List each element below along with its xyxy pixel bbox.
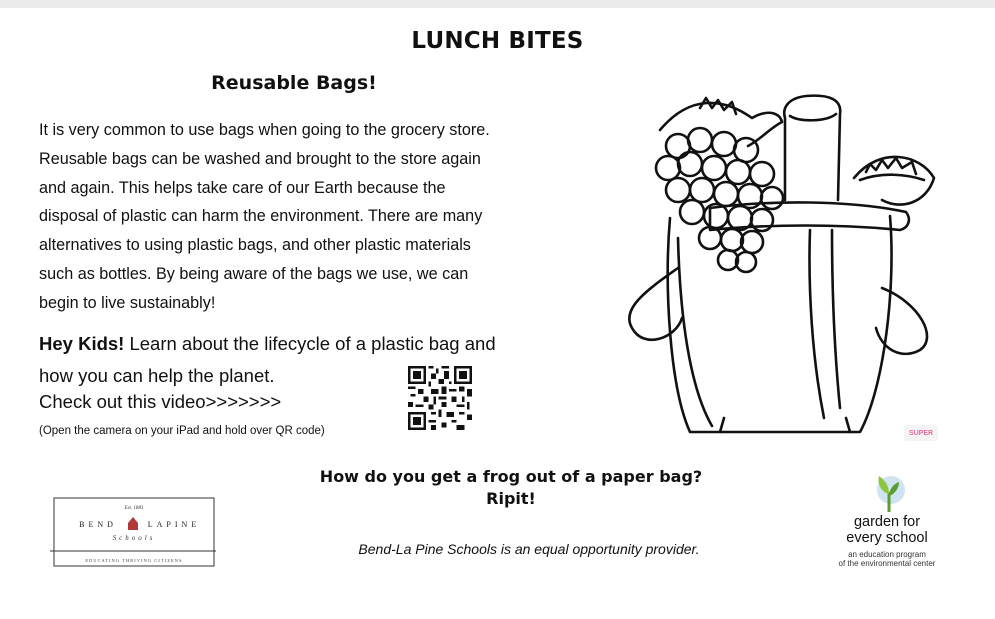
super-coloring-logo [902, 423, 940, 443]
video-link-text: Check out this video>>>>>>> [39, 391, 282, 412]
body-line: and again. This helps take care of our Earth because the [39, 178, 446, 197]
kids-text-2: how you can help the planet. [39, 364, 275, 386]
garden-line-4: of the environmental center [838, 559, 936, 568]
equal-opportunity-statement: Bend-La Pine Schools is an equal opportunity provider. [358, 541, 700, 557]
svg-text:BEND: BEND [79, 520, 117, 529]
garden-line-3: an education program [848, 550, 926, 559]
garden-line-1: garden for [853, 514, 921, 530]
qr-code-icon[interactable] [408, 366, 472, 430]
qr-instruction-note: (Open the camera on your iPad and hold over QR code) [39, 425, 325, 437]
article-subtitle: Reusable Bags! [211, 72, 377, 94]
body-line: such as bottles. By being aware of the bags we use, we can [39, 264, 469, 283]
svg-text:Schools: Schools [112, 534, 156, 542]
reusable-bag-illustration [620, 88, 950, 450]
kids-lead: Hey Kids! [39, 333, 125, 354]
body-line: disposal of plastic can harm the environment. There are many [39, 207, 483, 226]
joke-question: How do you get a frog out of a paper bag? [319, 467, 703, 486]
article-body [39, 116, 569, 318]
body-line: begin to live sustainably! [39, 293, 216, 312]
joke-answer: Ripit! [486, 489, 536, 508]
kids-text-1: Learn about the lifecycle of a plastic bag and [124, 333, 496, 354]
page-title: LUNCH BITES [411, 28, 584, 54]
top-bar [0, 0, 995, 8]
garden-for-every-school-logo [827, 474, 947, 570]
body-line: Reusable bags can be washed and brought to the store again [39, 149, 481, 168]
body-line: It is very common to use bags when going to the grocery store. [39, 121, 490, 139]
svg-text:LAPINE: LAPINE [147, 520, 201, 529]
bend-la-pine-logo [50, 496, 216, 568]
garden-line-2: every school [846, 530, 928, 546]
kids-callout [39, 328, 599, 391]
svg-text:EDUCATING THRIVING CITIZENS: EDUCATING THRIVING CITIZENS [85, 558, 183, 563]
body-line: alternatives to using plastic bags, and other plastic materials [39, 236, 471, 255]
super-logo-text: SUPER [908, 430, 934, 437]
sprout-icon [871, 474, 907, 514]
svg-text:Est. 1883: Est. 1883 [124, 506, 144, 511]
